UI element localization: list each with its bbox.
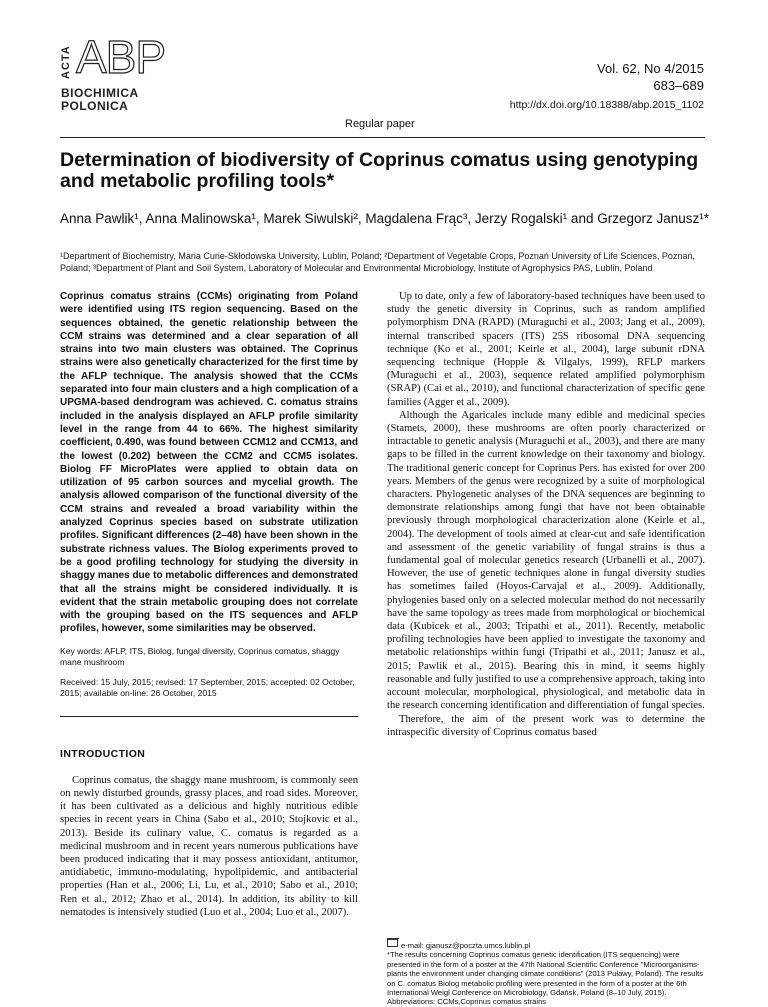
left-column: [60, 290, 358, 919]
footnote-email: [387, 940, 705, 950]
journal-logo: [60, 31, 210, 118]
body-paragraph-3: Therefore, the aim of the present work was to determine the intraspecific diversity of Coprinus comatus based: [387, 713, 705, 738]
body-paragraph-1: Up to date, only a few of laboratory-based techniques have been used to study the genetic diversity in Coprinus, such as random amplified polymorphism DNA (RAPD) (Muraguchi et al., 2003; Jang et al., 2009), internal transcribed spacers (ITS) 25S ribosomal DNA sequencing technique (Ko et al., 2001; Keirle et al., 2004), large subunit rDNA sequencing technique (Hopple & Vilgalys, 1999), RFLP markers (Muraguchi et al., 2003), sequence related amplified polymorphism (SRAP) (Cai et al., 2010), and functional characterization of specific gene families (Agger et al., 2009).: [387, 291, 705, 408]
article-dates: Received: 15 July, 2015; revised: 17 September, 2015; accepted: 02 October, 2015; available on-line: 26 October, 2015: [60, 676, 355, 699]
body-paragraph-2: Although the Agaricales include many edible and medicinal species (Stamets, 2000), these mushrooms are often poorly characterized or intractable to genetic analysis (Muraguchi et al., 2003), and there are many gaps to be filled in the current knowledge on their taxonomy and biology. The traditional generic concept for Coprinus Pers. has existed for over 200 years. Members of the genus were recognized by a suite of morphological characters. Phylogenetic analyses of the DNA sequences are beginning to demonstrate relationships among fungi that have not been obtainable previously through morphological characterization alone (Keirle et al., 2004). The development of tools aimed at clear-cut and safe identification and assessment of the genetic variability of fungal strains is thus a fundamental goal of molecular genetics research (Urbanelli et al., 2007). However, the use of genetic techniques alone in fungal diversity studies has sometimes failed (Hoyos-Carvajal et al., 2009). Additionally, phylogenies based only on a selected molecular method do not necessarily have the same topology as trees made from morphological or biochemical data (Kubicek et al., 2003; Tripathi et al., 2011). Recently, metabolic profiling technologies have been applied to investigate the taxonomy and metabolic relationships within fungi (Tripathi et al., 2011; Janusz et al., 2015; Pawlik et al., 2015). Bearing this in mind, it seems highly reasonable and fully justified to use a comprehensive approach, taking into account molecular, morphological, physiological, and metabolic data in the research concerning identification and differentiation of fungal species.: [387, 409, 705, 712]
logo-name-line2: POLONICA: [61, 99, 129, 113]
logo-journal-name: [61, 87, 139, 113]
footnotes: [387, 940, 705, 1007]
section-heading-introduction: INTRODUCTION: [60, 747, 146, 760]
pages: 683–689: [653, 78, 704, 93]
logo-acta: ACTA: [60, 45, 72, 79]
logo-abp: ABP: [76, 31, 166, 83]
keywords: Key words: AFLP, ITS, Biolog, fungal diversity, Coprinus comatus, shaggy mane mushroom: [60, 645, 340, 668]
abstract-divider: [60, 716, 358, 717]
abstract: Coprinus comatus strains (CCMs) originating from Poland were identified using ITS region sequencing. Based on the sequences obtained, the genetic relationship between the CCM strains was determined and a clear separation of all strains into two main clusters was obtained. The Coprinus strains were also genetically characterized for the first time by the AFLP technique. The analysis showed that the CCMs separated into four main clusters and a high complication of a UPGMA-based dendrogram was achieved. C. comatus strains included in the analysis displayed an AFLP profile similarity level in the range from 44 to 66%. The highest similarity coefficient, 0.490, was found between CCM12 and CCM13, and the lowest (0.202) between the CCM2 and CCM5 isolates. Biolog FF MicroPlates were applied to obtain data on utilization of 95 carbon sources and mycelial growth. The analysis allowed comparison of the functional diversity of the CCM strains and revealed a broad variability within the analyzed Coprinus species based on substrate utilization profiles. Significant differences (2–48) have been shown in the substrate richness values. The Biolog experiments proved to be a good profiling technology for studying the diversity in shaggy manes due to metabolic differences and demonstrated that all the strains might be considered individually. It is evident that the strain metabolic grouping does not correlate with the grouping based on the ITS sequences and AFLP profiles, however, some similarities may be observed.: [60, 291, 358, 635]
volume-info: [597, 60, 704, 94]
authors: Anna Pawlik¹, Anna Malinowska¹, Marek Siwulski², Magdalena Frąc³, Jerzy Rogalski¹ and Grzegorz Janusz¹*: [60, 211, 709, 226]
article-type: Regular paper: [345, 118, 415, 130]
envelope-icon: [387, 939, 398, 947]
logo-name-line1: BIOCHIMICA: [61, 86, 139, 100]
footnote-star: *The results concerning Coprinus comatus genetic identification (ITS sequencing) were presented in the form of a poster at the 47th National Scientific Conference "Microorganisms-plants the environment under changing climate conditions" (2013 Puławy, Poland). The results on C. comatus Biolog metabolic profiling were presented in the form of a poster at the 6th International Weigl Conference on Microbiology, Gdańsk, Poland (8–10 July, 2015).: [387, 950, 704, 998]
right-column: [387, 290, 705, 739]
volume: Vol. 62, No 4/2015: [597, 61, 704, 76]
doi-link[interactable]: http://dx.doi.org/10.18388/abp.2015_1102: [509, 99, 704, 111]
affiliations: ¹Department of Biochemistry, Maria Curie-Skłodowska University, Lublin, Poland; ²Department of Vegetable Crops, Poznań University of Life Sciences, Poznań, Poland; ³Department of Plant and Soil System, Laboratory of Molecular and Environmental Microbiology, Institute of Agrophysics PAS, Lublin, Poland: [60, 251, 695, 273]
paper-title: Determination of biodiversity of Coprinus comatus using genotyping and metabolic profiling tools*: [60, 149, 699, 192]
footnote-abbreviations: Abbreviations: CCMs,Coprinus comatus strains: [387, 997, 547, 1007]
header-divider: [60, 137, 705, 138]
intro-paragraph: Coprinus comatus, the shaggy mane mushroom, is commonly seen on newly disturbed grounds, grassy places, and road sides. Moreover, it has been cultivated as a delicious and highly nutritious edible species in recent years in China (Sabo et al., 2010; Stojkovic et al., 2013). Beside its culinary value, C. comatus is regarded as a medicinal mushroom and in recent years numerous publications have been produced indicating that it may possess antioxidant, antitumor, antidiabetic, immuno-modulating, hypolipidemic, and antibacterial properties (Han et al., 2006; Li, Lu, et al., 2010; Sabo et al., 2010; Ren et al., 2012; Zhao et al., 2014). In addition, its ability to kill nematodes is intensively studied (Luo et al., 2004; Luo et al., 2007).: [60, 774, 358, 918]
email-text[interactable]: e-mail: gjanusz@poczta.umcs.lublin.pl: [401, 941, 531, 950]
